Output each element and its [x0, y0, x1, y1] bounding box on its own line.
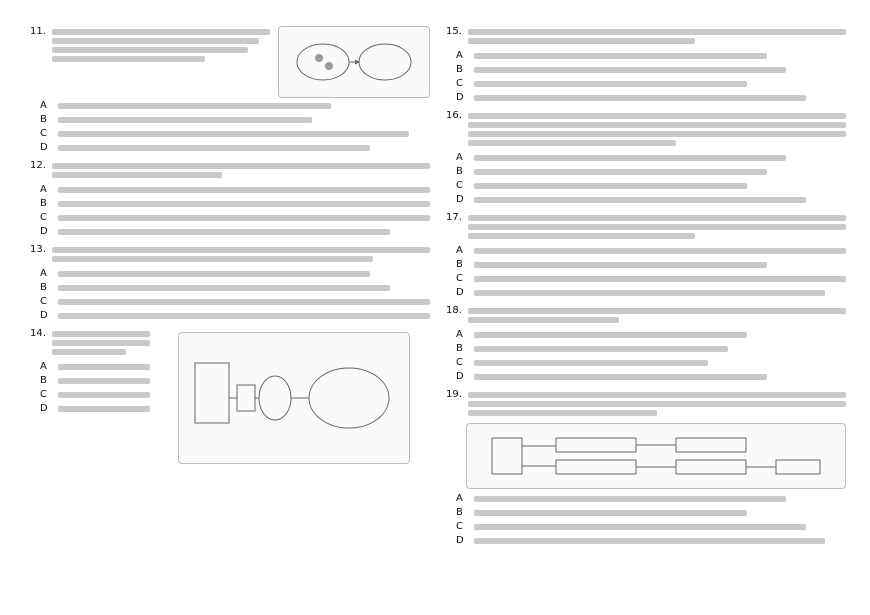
- option-c: C: [40, 128, 430, 140]
- option-b: B: [456, 64, 846, 76]
- option-a: A: [40, 100, 430, 112]
- option-b: B: [40, 375, 150, 387]
- option-a: A: [456, 493, 846, 505]
- cell-signaling-icon: [189, 343, 399, 453]
- option-b: B: [40, 114, 430, 126]
- option-c: C: [456, 521, 846, 533]
- question-11: [30, 26, 430, 154]
- pathway-diagram-icon: [486, 428, 826, 484]
- question-text-placeholder: [52, 244, 430, 265]
- option-a: A: [456, 245, 846, 257]
- right-column: [446, 26, 846, 553]
- question-14-text: [30, 328, 150, 468]
- option-d: D: [456, 92, 846, 104]
- neuron-synapse-icon: [289, 34, 419, 90]
- option-d: D: [456, 535, 846, 547]
- option-d: D: [456, 287, 846, 299]
- option-c: C: [40, 389, 150, 401]
- option-a: A: [456, 329, 846, 341]
- question-number: 19.: [446, 389, 462, 400]
- option-c: C: [456, 273, 846, 285]
- option-a: A: [40, 361, 150, 373]
- question-17: [446, 212, 846, 299]
- question-number: 17.: [446, 212, 462, 223]
- question-number: 13.: [30, 244, 46, 255]
- option-b: B: [40, 198, 430, 210]
- question-stem: [446, 389, 846, 419]
- antidiuretic-hormone-figure: [466, 423, 846, 489]
- question-number: 14.: [30, 328, 46, 339]
- question-text-placeholder: [52, 160, 430, 181]
- question-text-placeholder: [52, 328, 150, 358]
- option-b: B: [40, 282, 430, 294]
- question-stem: [446, 26, 846, 47]
- question-stem: [30, 26, 270, 95]
- option-c: C: [456, 180, 846, 192]
- question-16: [446, 110, 846, 206]
- question-12: [30, 160, 430, 238]
- option-d: D: [40, 226, 430, 238]
- question-15: [446, 26, 846, 104]
- question-13: [30, 244, 430, 322]
- question-text-placeholder: [52, 26, 270, 95]
- question-text-placeholder: [468, 110, 846, 149]
- option-d: D: [40, 310, 430, 322]
- question-number: 15.: [446, 26, 462, 37]
- question-stem: [446, 212, 846, 242]
- option-b: B: [456, 166, 846, 178]
- option-d: D: [456, 371, 846, 383]
- question-stem: [30, 328, 150, 358]
- question-stem: [446, 305, 846, 326]
- option-c: C: [456, 357, 846, 369]
- question-number: 12.: [30, 160, 46, 171]
- question-11-body: [30, 26, 430, 98]
- option-d: D: [40, 403, 150, 415]
- option-a: A: [40, 268, 430, 280]
- option-b: B: [456, 259, 846, 271]
- blood-glucose-figure: [178, 332, 410, 464]
- nitric-oxide-figure: [278, 26, 430, 98]
- option-a: A: [40, 184, 430, 196]
- option-a: A: [456, 50, 846, 62]
- question-text-placeholder: [468, 305, 846, 326]
- question-text-placeholder: [468, 212, 846, 242]
- option-d: D: [40, 142, 430, 154]
- question-14: [30, 328, 430, 468]
- left-column: [30, 26, 430, 474]
- option-c: C: [40, 296, 430, 308]
- question-text-placeholder: [468, 26, 846, 47]
- question-stem: [30, 160, 430, 181]
- option-c: C: [40, 212, 430, 224]
- question-stem: [30, 244, 430, 265]
- question-number: 16.: [446, 110, 462, 121]
- question-14-body: [30, 328, 430, 468]
- question-19: [446, 389, 846, 547]
- option-c: C: [456, 78, 846, 90]
- question-text-placeholder: [468, 389, 846, 419]
- option-d: D: [456, 194, 846, 206]
- option-b: B: [456, 507, 846, 519]
- question-stem: [446, 110, 846, 149]
- option-b: B: [456, 343, 846, 355]
- question-18: [446, 305, 846, 383]
- option-a: A: [456, 152, 846, 164]
- question-number: 11.: [30, 26, 46, 37]
- question-number: 18.: [446, 305, 462, 316]
